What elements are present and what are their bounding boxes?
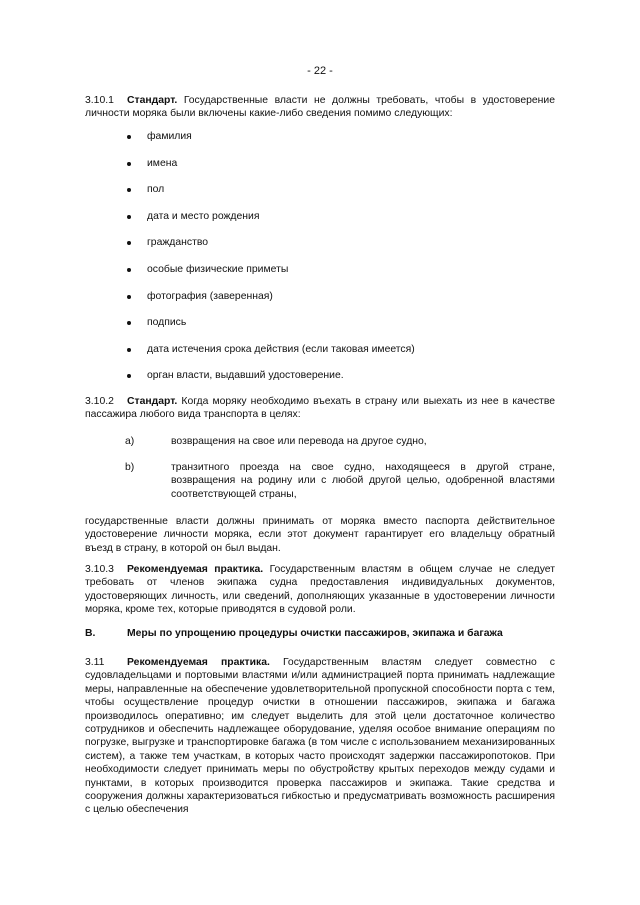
clause-text: Когда моряку необходимо въехать в страну или выехать из нее в качестве пассажира любого вида транспорта в целях: xyxy=(85,396,555,421)
section-letter: B. xyxy=(85,628,96,639)
clause-label: Рекомендуемая практика. xyxy=(127,657,270,668)
sub-item-b xyxy=(125,461,555,501)
field-list xyxy=(125,130,525,396)
clause-label: Стандарт. xyxy=(127,396,178,407)
paragraph-3-10-1 xyxy=(85,94,555,121)
list-item: дата и место рождения xyxy=(125,210,525,237)
list-item: орган власти, выдавший удостоверение. xyxy=(125,369,525,396)
clause-text: Государственным властям следует совместно с судовладельцами и портовыми властями и/или администрацией порта принимать надлежащие меры, направленные на обеспечение удовлетворительной пропускной способности порта с тем, чтобы осуществление процедур очистки в отношении пассажиров, экипажа и багажа производилось оперативно; им следует выделить для этой цели достаточное количество сотрудников и обеспечить надлежащее оборудование, уделяя особое внимание операциям по погрузке, выгрузке и транспортировке багажа (в том числе с использованием механизированных систем), а также тем участкам, в которых часто происходят задержки пассажиропотоков. При необходимости следует принимать меры по обустройству крытых переходов между судами и пунктами, в которых производится проверка пассажиров и экипажа. Такие средства и сооружения должны характеризоваться гибкостью и предусматривать возможность расширения с целью обеспечения xyxy=(85,657,556,816)
clause-text: Государственным властям в общем случае не следует требовать от членов экипажа судна предоставления индивидуальных документов, удостоверяющих личность, или сведений, дополняющих указанные в удостоверении личности моряка, кроме тех, которые приводятся в судовой роли. xyxy=(85,564,555,616)
list-item: гражданство xyxy=(125,236,525,263)
clause-number: 3.10.3 xyxy=(85,564,114,575)
clause-number: 3.11 xyxy=(85,657,105,668)
clause-text: Государственные власти не должны требовать, чтобы в удостоверение личности моряка были включены какие-либо сведения помимо следующих: xyxy=(85,95,555,120)
clause-number: 3.10.2 xyxy=(85,396,114,407)
paragraph-3-10-2-closing: государственные власти должны принимать от моряка вместо паспорта действительное удостоверение личности моряка, если этот документ гарантирует его владельцу обратный въезд в страну, в которой он был выдан. xyxy=(85,516,555,554)
paragraph-3-10-2 xyxy=(85,395,555,422)
clause-label: Рекомендуемая практика. xyxy=(127,564,264,575)
list-item: дата истечения срока действия (если таковая имеется) xyxy=(125,343,525,370)
list-item: имена xyxy=(125,157,525,184)
section-title: Меры по упрощению процедуры очистки пассажиров, экипажа и багажа xyxy=(127,628,503,639)
sub-item-text: возвращения на свое или перевода на другое судно, xyxy=(171,436,427,447)
clause-number: 3.10.1 xyxy=(85,95,114,106)
list-item: фотография (заверенная) xyxy=(125,290,525,317)
sub-item-a xyxy=(125,435,555,448)
list-item: особые физические приметы xyxy=(125,263,525,290)
clause-label: Стандарт. xyxy=(127,95,178,106)
list-item: пол xyxy=(125,183,525,210)
page-number: - 22 - xyxy=(307,65,333,77)
sub-item-label: b) xyxy=(125,462,135,473)
section-heading-b xyxy=(85,627,555,640)
sub-item-text: транзитного проезда на свое судно, находящееся в другой стране, возвращения на родину или с любой другой целью, одобренной властями соответствующей страны, xyxy=(171,462,555,500)
paragraph-3-10-3 xyxy=(85,563,555,617)
sub-item-label: a) xyxy=(125,436,135,447)
list-item: фамилия xyxy=(125,130,525,157)
paragraph-3-11 xyxy=(85,656,555,817)
list-item: подпись xyxy=(125,316,525,343)
